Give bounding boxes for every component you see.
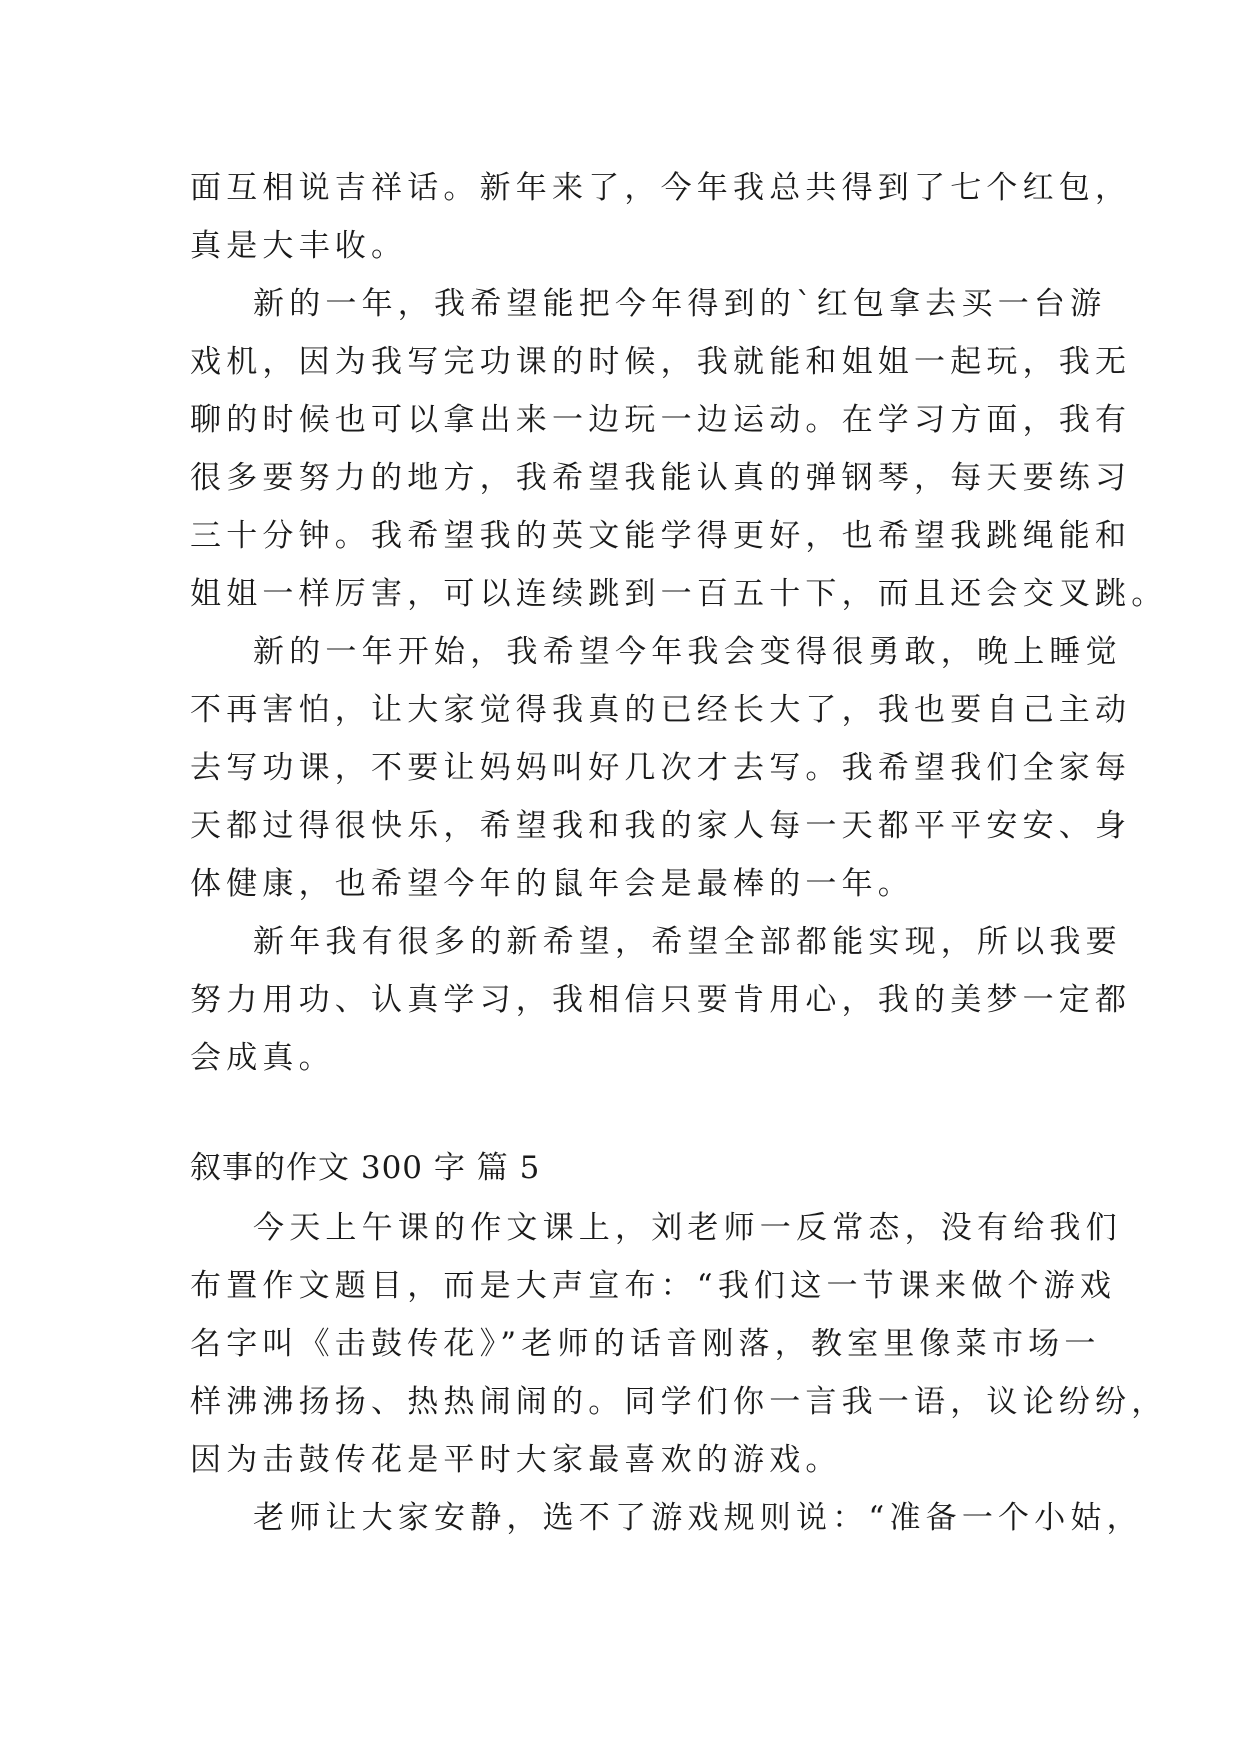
text-line: 很多要努力的地方，我希望我能认真的弹钢琴，每天要练习 (190, 460, 1132, 496)
text-line: 努力用功、认真学习，我相信只要肯用心，我的美梦一定都 (190, 982, 1132, 1018)
text-line: 因为击鼓传花是平时大家最喜欢的游戏。 (190, 1442, 842, 1478)
text-line: 戏机，因为我写完功课的时候，我就能和姐姐一起玩，我无 (190, 344, 1132, 380)
text-line: 会成真。 (190, 1040, 335, 1076)
text-line: 老师让大家安静，选不了游戏规则说：“准备一个小姑， (253, 1500, 1143, 1536)
text-line: 去写功课，不要让妈妈叫好几次才去写。我希望我们全家每 (190, 750, 1132, 786)
text-line: 面互相说吉祥话。新年来了，今年我总共得到了七个红包， (190, 170, 1132, 206)
text-line: 今天上午课的作文课上，刘老师一反常态，没有给我们 (253, 1210, 1122, 1246)
text-line: 布置作文题目，而是大声宣布：“我们这一节课来做个游戏 (190, 1268, 1117, 1304)
text-line: 新年我有很多的新希望，希望全部都能实现，所以我要 (253, 924, 1122, 960)
text-line: 三十分钟。我希望我的英文能学得更好，也希望我跳绳能和 (190, 518, 1132, 554)
text-line: 新的一年开始，我希望今年我会变得很勇敢，晚上睡觉 (253, 634, 1122, 670)
text-line: 新的一年，我希望能把今年得到的`红包拿去买一台游 (253, 286, 1107, 322)
text-line: 体健康，也希望今年的鼠年会是最棒的一年。 (190, 866, 914, 902)
text-line: 不再害怕，让大家觉得我真的已经长大了，我也要自己主动 (190, 692, 1132, 728)
text-line: 聊的时候也可以拿出来一边玩一边运动。在学习方面，我有 (190, 402, 1132, 438)
text-line: 真是大丰收。 (190, 228, 408, 264)
text-line: 样沸沸扬扬、热热闹闹的。同学们你一言我一语，议论纷纷， (190, 1384, 1168, 1420)
section-heading: 叙事的作文 300 字 篇 5 (190, 1150, 541, 1186)
text-line: 名字叫《击鼓传花》”老师的话音刚落，教室里像菜市场一 (190, 1326, 1101, 1362)
text-line: 天都过得很快乐，希望我和我的家人每一天都平平安安、身 (190, 808, 1132, 844)
text-line: 姐姐一样厉害，可以连续跳到一百五十下，而且还会交叉跳。 (190, 576, 1168, 612)
